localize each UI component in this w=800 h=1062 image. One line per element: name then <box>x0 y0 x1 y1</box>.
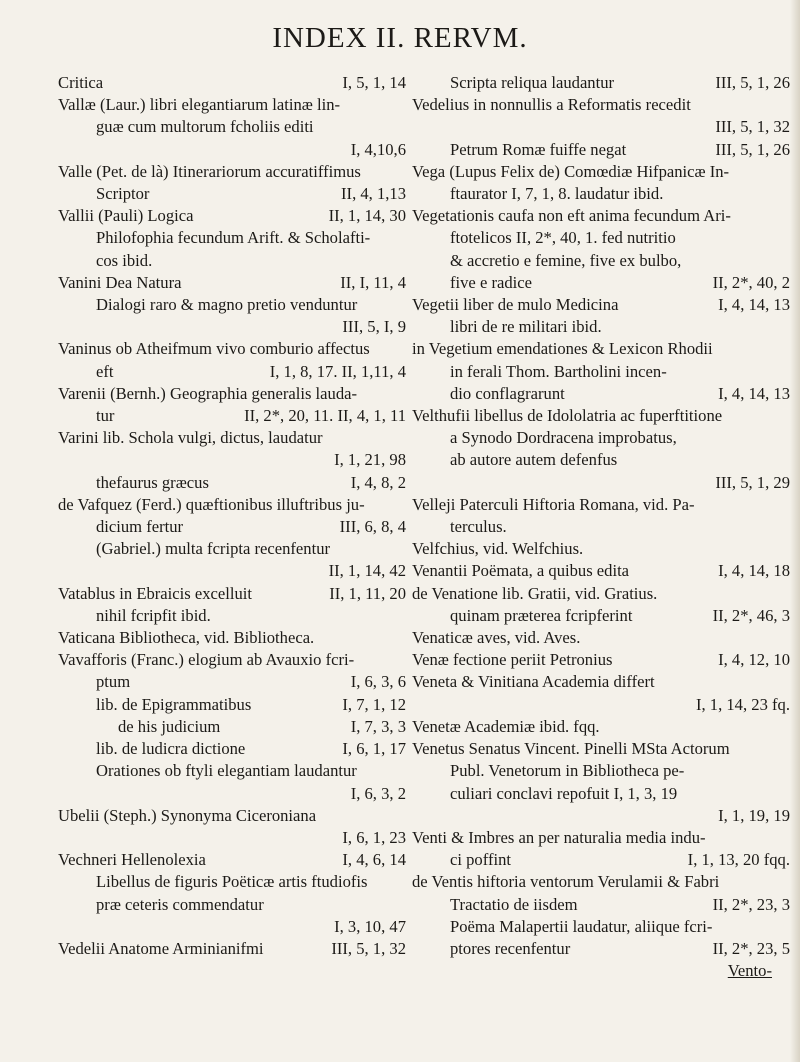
entry-text <box>96 450 100 469</box>
page-reference: I, 6, 3, 2 <box>350 783 406 803</box>
index-entry <box>412 716 790 738</box>
page-edge <box>790 0 800 1062</box>
index-line <box>58 139 406 161</box>
index-line <box>412 338 790 360</box>
index-line <box>412 161 790 183</box>
index-entry <box>412 871 790 960</box>
index-line <box>58 805 406 827</box>
page-reference: I, 4, 14, 18 <box>718 561 790 581</box>
page-reference: III, 5, 1, 32 <box>331 938 406 958</box>
index-line <box>58 894 406 916</box>
entry-text: Vatablus in Ebraicis excelluit <box>58 583 252 603</box>
entry-text: ab autore autem defenfus <box>450 450 618 470</box>
index-line <box>58 716 406 738</box>
entry-text: dio conflagrarunt <box>450 383 565 403</box>
page-reference: II, 2*, 40, 2 <box>712 272 790 292</box>
entry-text: Venti & Imbres an per naturalia media indu- <box>412 827 706 847</box>
index-line <box>58 783 406 805</box>
index-entry <box>412 538 790 560</box>
index-line <box>412 272 790 294</box>
entry-text: Venetæ Academiæ ibid. fqq. <box>412 716 600 736</box>
entry-text: Vavafforis (Franc.) elogium ab Avauxio fcri- <box>58 650 355 670</box>
entry-text: (Gabriel.) multa fcripta recenfentur <box>96 539 331 559</box>
entry-text: ftaurator I, 7, 1, 8. laudatur ibid. <box>450 184 664 204</box>
page-reference: I, 7, 3, 3 <box>350 716 406 736</box>
index-entry <box>58 805 406 849</box>
page-reference: I, 7, 1, 12 <box>342 694 406 714</box>
entry-text: in ferali Thom. Bartholini incen- <box>450 361 667 381</box>
page-reference: I, 5, 1, 14 <box>342 73 406 92</box>
entry-text <box>96 784 100 803</box>
page-reference: III, 6, 8, 4 <box>339 517 406 537</box>
index-line <box>412 783 790 805</box>
page-reference: III, 5, 1, 29 <box>715 472 790 492</box>
entry-text <box>450 117 454 136</box>
entry-text: culiari conclavi repofuit I, 1, 3, 19 <box>450 783 678 803</box>
index-line <box>58 605 406 627</box>
index-line <box>412 494 790 516</box>
index-entry <box>412 338 790 405</box>
index-line <box>58 449 406 471</box>
index-line <box>58 738 406 760</box>
page-reference: I, 1, 19, 19 <box>718 805 790 825</box>
page-reference: I, 1, 14, 23 fq. <box>695 694 790 714</box>
right-column <box>412 72 790 982</box>
index-line <box>412 760 790 782</box>
index-line <box>412 716 790 738</box>
index-entry <box>58 272 406 339</box>
index-line <box>412 183 790 205</box>
page-reference: II, 1, 11, 20 <box>329 583 406 603</box>
entry-text: Vaticana Bibliotheca, vid. Bibliotheca. <box>58 628 315 648</box>
entry-text: Vanini Dea Natura <box>58 272 182 292</box>
entry-text: Velfchius, vid. Welfchius. <box>412 539 584 559</box>
index-line <box>412 805 790 827</box>
catchword: Vento- <box>727 961 772 981</box>
entry-text: Velleji Paterculi Hiftoria Romana, vid. Pa- <box>412 494 695 514</box>
page-reference: I, 6, 1, 17 <box>342 739 406 759</box>
index-entry <box>58 205 406 272</box>
entry-text: Velthufii libellus de Idololatria ac fuperftitione <box>412 406 723 426</box>
entry-text: lib. de ludicra dictione <box>96 739 246 759</box>
entry-text: a Synodo Dordracena improbatus, <box>450 428 677 448</box>
entry-text <box>96 561 100 580</box>
index-line <box>412 849 790 871</box>
index-entry <box>412 627 790 649</box>
entry-text: Vedelii Anatome Arminianifmi <box>58 938 264 958</box>
entry-text: Poëma Malapertii laudatur, aliique fcri- <box>450 916 713 936</box>
entry-text: Vaninus ob Atheifmum vivo comburio affectus <box>58 339 370 359</box>
page-title: INDEX II. RERVM. <box>272 22 528 54</box>
entry-text: de Ventis hiftoria ventorum Verulamii & Fabri <box>412 872 720 892</box>
page-reference: II, 1, 14, 30 <box>328 206 406 226</box>
index-entry <box>58 494 406 583</box>
index-line <box>412 560 790 582</box>
entry-text: Vallæ (Laur.) libri elegantiarum latinæ lin- <box>58 95 341 115</box>
index-line <box>412 427 790 449</box>
index-line <box>412 916 790 938</box>
index-line <box>58 916 406 938</box>
index-entry <box>412 583 790 627</box>
index-line <box>412 871 790 893</box>
page-reference: III, 5, 1, 26 <box>715 139 790 159</box>
page-reference: II, 2*, 23, 3 <box>712 894 790 914</box>
entry-text: Venantii Poëmata, a quibus edita <box>412 561 630 581</box>
index-entry <box>412 649 790 671</box>
index-line <box>58 494 406 516</box>
index-line <box>58 472 406 494</box>
entry-text: eft <box>96 361 114 381</box>
entry-text: Varini lib. Schola vulgi, dictus, laudatur <box>58 428 323 448</box>
page-reference: I, 6, 3, 6 <box>350 672 406 692</box>
entry-text: Vechneri Hellenolexia <box>58 850 206 870</box>
page-reference: II, 2*, 23, 5 <box>712 938 790 958</box>
index-line <box>412 671 790 693</box>
page-reference: I, 4, 8, 2 <box>350 472 406 492</box>
index-entry <box>412 161 790 205</box>
index-line <box>58 871 406 893</box>
entry-text: Vedelius in nonnullis a Reformatis recedit <box>412 95 691 115</box>
index-entry <box>58 338 406 382</box>
page-reference: I, 4, 6, 14 <box>342 850 406 870</box>
index-line <box>58 116 406 138</box>
page-reference: I, 1, 21, 98 <box>334 450 406 470</box>
index-line <box>58 405 406 427</box>
index-entry <box>412 494 790 538</box>
entry-text: Ubelii (Steph.) Synonyma Ciceroniana <box>58 805 317 825</box>
index-line <box>412 827 790 849</box>
index-line <box>58 250 406 272</box>
entry-text: Dialogi raro & magno pretio venduntur <box>96 295 358 315</box>
index-line <box>412 361 790 383</box>
entry-text: Tractatio de iisdem <box>450 894 578 914</box>
index-line <box>412 294 790 316</box>
index-line <box>58 272 406 294</box>
index-line <box>412 605 790 627</box>
index-line <box>412 938 790 960</box>
index-line <box>412 894 790 916</box>
index-entry <box>412 827 790 871</box>
index-line <box>58 183 406 205</box>
entry-text: Orationes ob ftyli elegantiam laudantur <box>96 761 357 781</box>
index-line <box>412 627 790 649</box>
index-line <box>58 649 406 671</box>
entry-text: guæ cum multorum fcholiis editi <box>96 117 314 137</box>
index-line <box>58 227 406 249</box>
index-entry <box>58 94 406 161</box>
index-line <box>58 361 406 383</box>
index-entry <box>412 294 790 338</box>
page-reference: I, 4, 14, 13 <box>718 295 790 315</box>
index-entry <box>412 139 790 161</box>
index-entry <box>58 649 406 804</box>
entry-text: Petrum Romæ fuiffe negat <box>450 139 627 159</box>
entry-text <box>96 917 100 936</box>
index-line <box>58 205 406 227</box>
entry-text: Critica <box>58 73 104 92</box>
index-entry <box>58 72 406 94</box>
entry-text: Veneta & Vinitiana Academia differt <box>412 672 655 692</box>
index-line <box>58 560 406 582</box>
page-reference: II, 1, 14, 42 <box>328 561 406 581</box>
page-reference: II, 4, 1,13 <box>341 184 406 204</box>
index-line <box>412 72 790 94</box>
entry-text <box>450 695 454 714</box>
index-line <box>58 316 406 338</box>
entry-text: Vegetationis caufa non eft anima fecundum Ari- <box>412 206 731 226</box>
index-line <box>412 472 790 494</box>
entry-text: dicium fertur <box>96 517 184 537</box>
entry-text <box>96 828 100 847</box>
left-column <box>58 72 406 960</box>
index-line <box>412 316 790 338</box>
index-line <box>412 738 790 760</box>
index-line <box>412 94 790 116</box>
index-line <box>412 538 790 560</box>
entry-text: Publ. Venetorum in Bibliotheca pe- <box>450 761 685 781</box>
entry-text <box>450 806 454 825</box>
page-reference: II, 2*, 20, 11. II, 4, 1, 11 <box>244 406 406 426</box>
entry-text: Philofophia fecundum Arift. & Scholafti- <box>96 228 371 248</box>
index-entry <box>58 583 406 627</box>
entry-text: tur <box>96 406 115 426</box>
index-line <box>58 516 406 538</box>
index-line <box>412 649 790 671</box>
index-entry <box>58 427 406 494</box>
index-line <box>412 583 790 605</box>
entry-text: quinam præterea fcripferint <box>450 605 633 625</box>
index-entry <box>58 383 406 427</box>
entry-text: Vallii (Pauli) Logica <box>58 206 194 226</box>
entry-text: de Vafquez (Ferd.) quæftionibus illuftribus ju- <box>58 494 365 514</box>
entry-text: Valle (Pet. de là) Itinerariorum accuratiffimus <box>58 161 361 181</box>
index-entry <box>58 938 406 960</box>
page-reference: III, 5, I, 9 <box>342 317 406 337</box>
entry-text: præ ceteris commendatur <box>96 894 264 914</box>
entry-text: in Vegetium emendationes & Lexicon Rhodii <box>412 339 713 359</box>
index-line <box>58 849 406 871</box>
page-reference: I, 4, 14, 13 <box>718 383 790 403</box>
entry-text: Scripta reliqua laudantur <box>450 73 615 92</box>
entry-text <box>96 140 100 159</box>
index-entry <box>58 161 406 205</box>
entry-text: de Venatione lib. Gratii, vid. Gratius. <box>412 583 658 603</box>
index-line <box>58 427 406 449</box>
entry-text: Venaticæ aves, vid. Aves. <box>412 628 581 648</box>
entry-text: ci poffint <box>450 850 511 870</box>
page-reference: I, 1, 13, 20 fqq. <box>687 850 790 870</box>
entry-text: Venetus Senatus Vincent. Pinelli MSta Actorum <box>412 739 730 759</box>
index-line <box>58 671 406 693</box>
index-entry <box>58 849 406 938</box>
entry-text: lib. de Epigrammatibus <box>96 694 252 714</box>
page-reference: I, 1, 8, 17. II, 1,11, 4 <box>269 361 406 381</box>
entry-text: ftotelicos II, 2*, 40, 1. fed nutritio <box>450 228 676 248</box>
index-line <box>412 227 790 249</box>
index-entry <box>412 205 790 294</box>
index-line <box>412 205 790 227</box>
entry-text: ptores recenfentur <box>450 938 571 958</box>
index-line <box>58 94 406 116</box>
entry-text: terculus. <box>450 517 507 537</box>
index-line <box>412 516 790 538</box>
entry-text: Varenii (Bernh.) Geographia generalis lauda- <box>58 383 358 403</box>
index-line <box>58 538 406 560</box>
page-reference: II, I, 11, 4 <box>340 272 406 292</box>
entry-text: de his judicium <box>118 716 221 736</box>
entry-text: five e radice <box>450 272 532 292</box>
index-entry <box>58 627 406 649</box>
page-reference: III, 5, 1, 26 <box>715 73 790 92</box>
index-entry <box>412 738 790 827</box>
entry-text: ptum <box>96 672 131 692</box>
index-line <box>58 338 406 360</box>
page-reference: III, 5, 1, 32 <box>715 117 790 137</box>
index-line <box>58 827 406 849</box>
index-entry <box>412 560 790 582</box>
page-reference: I, 3, 10, 47 <box>334 916 406 936</box>
entry-text <box>96 317 100 336</box>
entry-text: Vega (Lupus Felix de) Comœdiæ Hifpanicæ In- <box>412 161 730 181</box>
entry-text: cos ibid. <box>96 250 153 270</box>
entry-text: & accretio e femine, five ex bulbo, <box>450 250 682 270</box>
index-line <box>412 405 790 427</box>
entry-text: nihil fcripfit ibid. <box>96 605 211 625</box>
index-line <box>412 139 790 161</box>
page-reference: I, 4, 12, 10 <box>718 650 790 670</box>
index-line <box>58 161 406 183</box>
entry-text <box>450 473 454 492</box>
index-line <box>58 760 406 782</box>
index-line <box>58 694 406 716</box>
entry-text: thefaurus græcus <box>96 472 209 492</box>
page-reference: II, 2*, 46, 3 <box>712 605 790 625</box>
index-line <box>412 449 790 471</box>
index-entry <box>412 405 790 494</box>
index-line <box>412 383 790 405</box>
page-reference: I, 6, 1, 23 <box>342 827 406 847</box>
index-line <box>412 694 790 716</box>
index-line <box>58 627 406 649</box>
index-line <box>58 583 406 605</box>
page-reference: I, 4,10,6 <box>350 139 406 159</box>
index-line <box>58 938 406 960</box>
entry-text: Scriptor <box>96 184 150 204</box>
index-line <box>58 294 406 316</box>
index-line <box>58 383 406 405</box>
index-entry <box>412 94 790 138</box>
index-line <box>412 250 790 272</box>
index-line <box>58 72 406 94</box>
index-entry <box>412 72 790 94</box>
entry-text: libri de re militari ibid. <box>450 317 602 337</box>
index-line <box>412 116 790 138</box>
entry-text: Libellus de figuris Poëticæ artis ftudiofis <box>96 872 368 892</box>
entry-text: Vegetii liber de mulo Medicina <box>412 295 619 315</box>
entry-text: Venæ fectione periit Petronius <box>412 650 613 670</box>
index-entry <box>412 671 790 715</box>
